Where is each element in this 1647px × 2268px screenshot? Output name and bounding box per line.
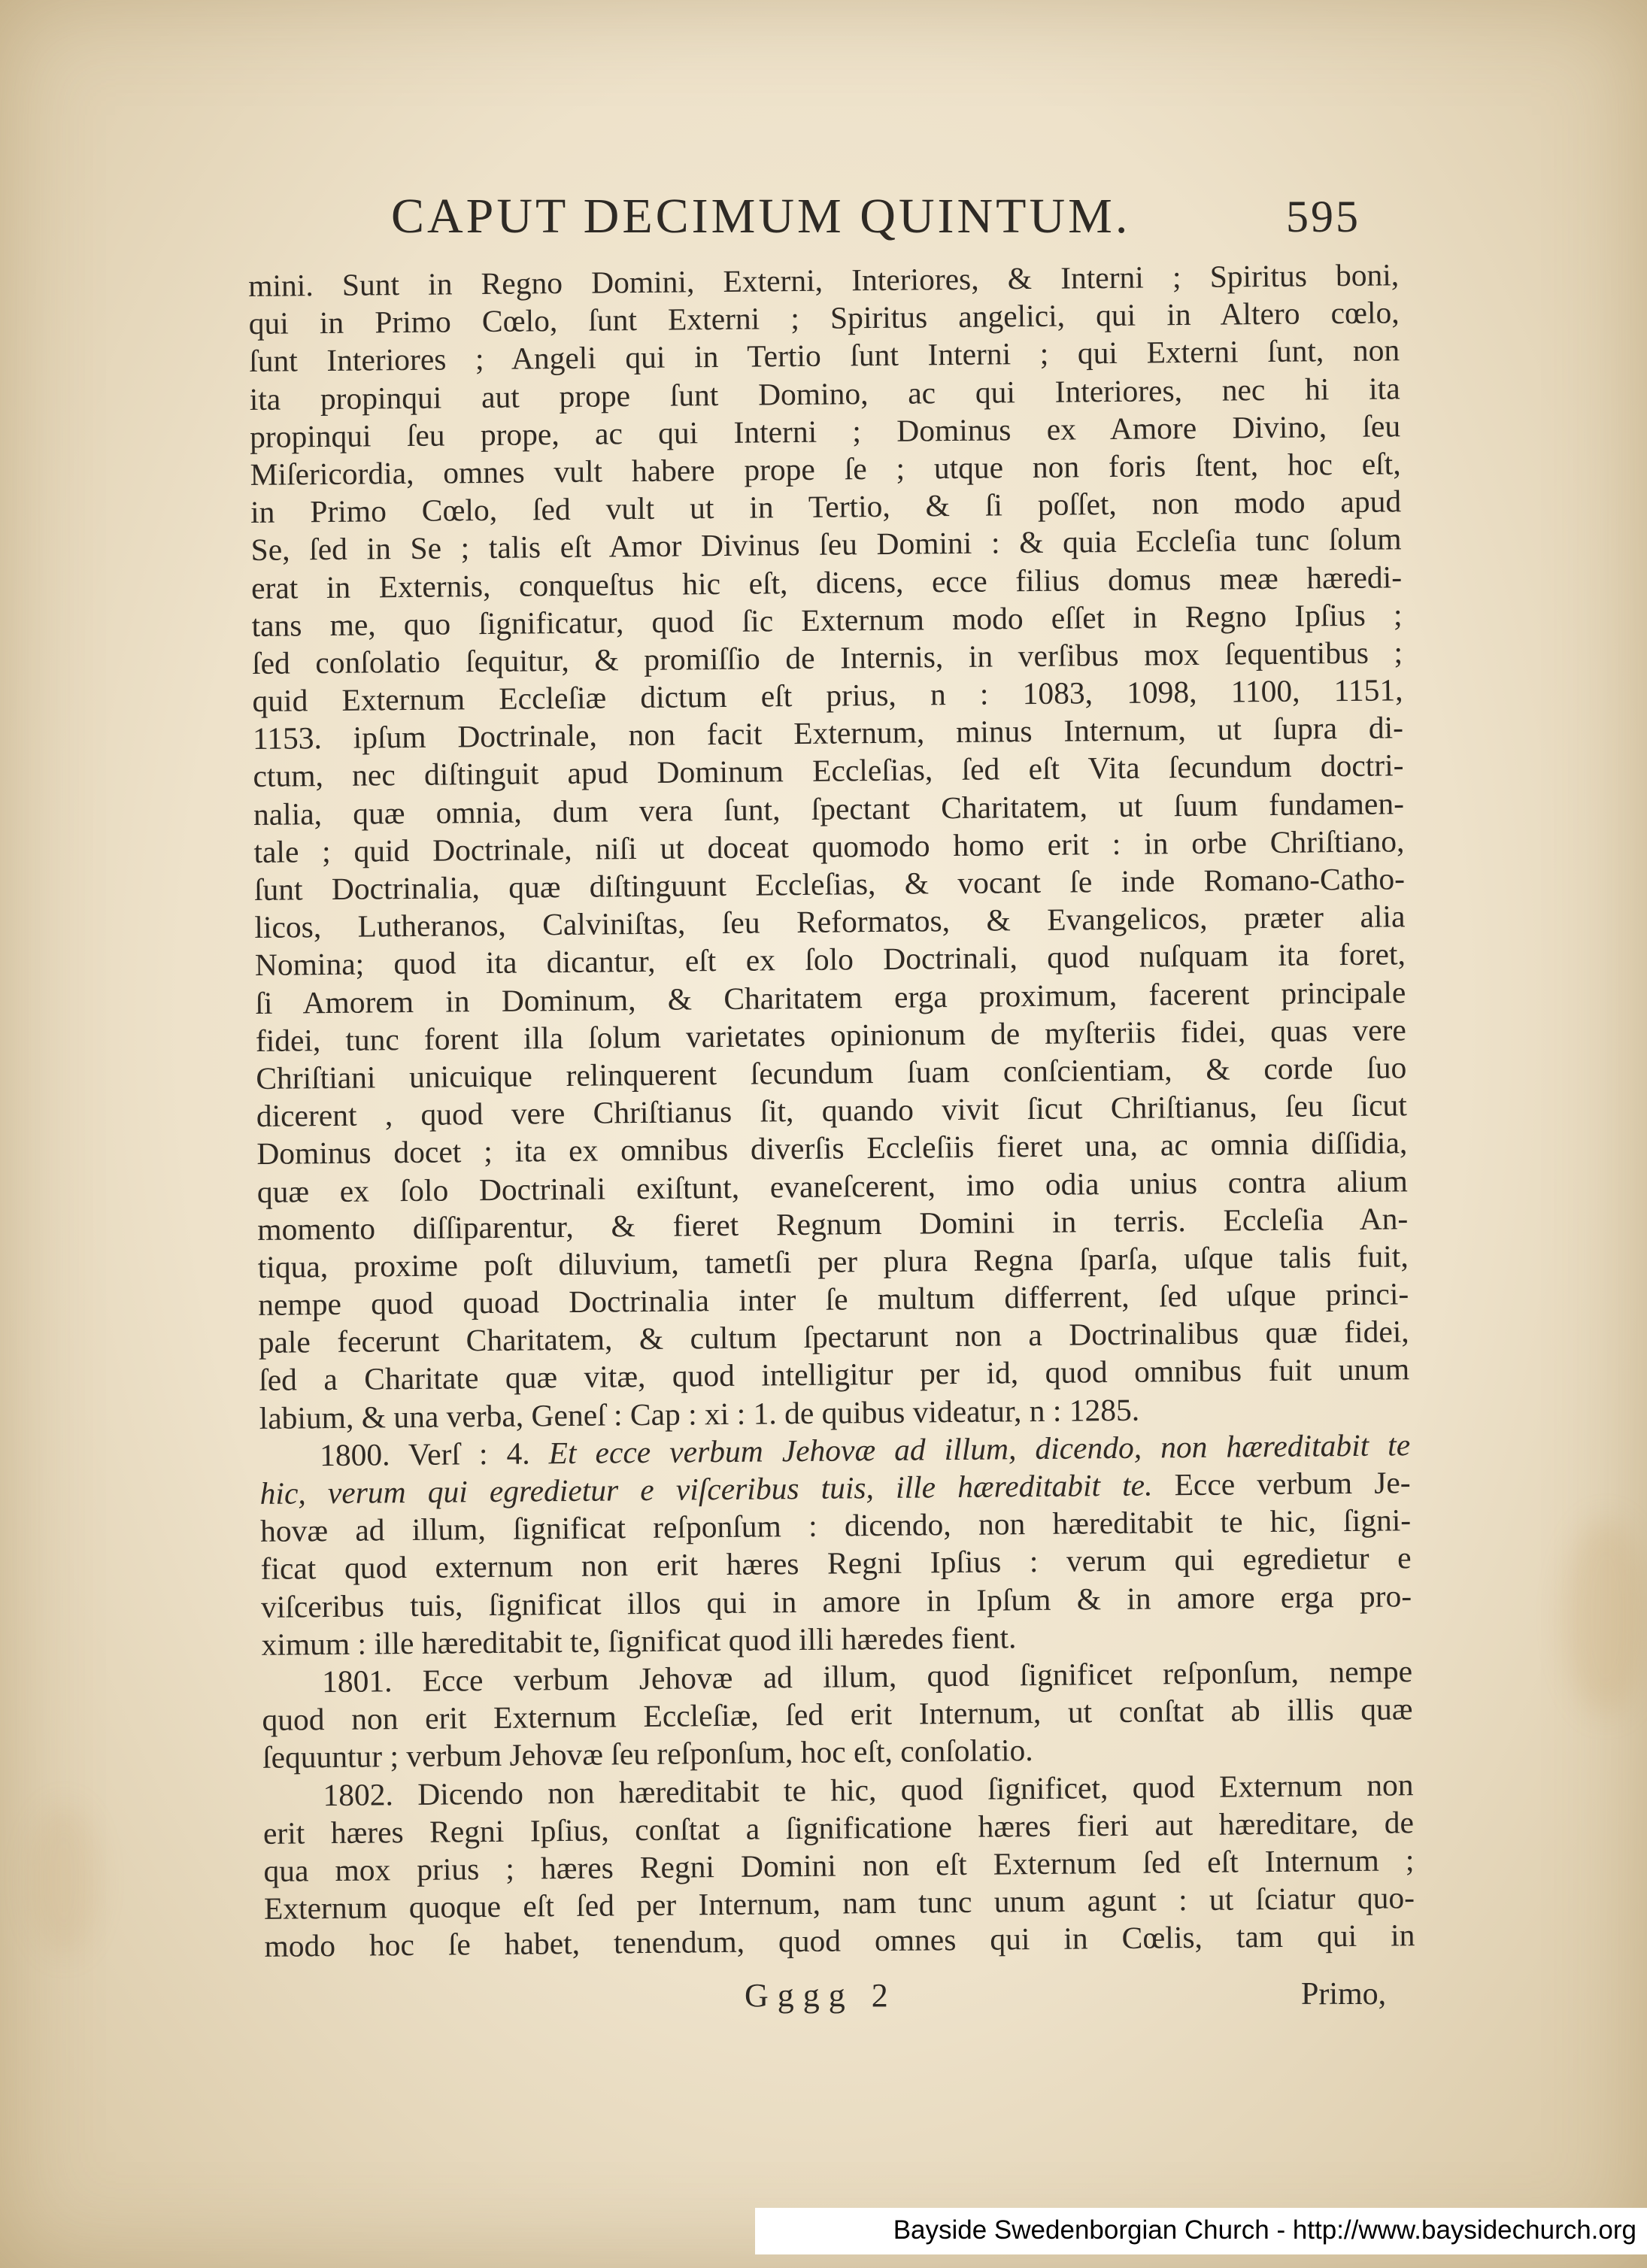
- catchword: Primo,: [1301, 1977, 1387, 2012]
- text-line: erat in Externis, conqueſtus hic eſt, dicens, ecce filius domus meæ hæredi-: [250, 559, 1403, 605]
- text-line: momento diſſiparentur, & fieret Regnum Domini in terris. Eccleſia An-: [257, 1200, 1409, 1247]
- text-line: mini. Sunt in Regno Domini, Externi, Interiores, & Interni ; Spiritus boni,: [248, 257, 1400, 303]
- italic-quotation: Et ecce verbum Jehovæ ad illum, dicendo, non hæreditabit te: [548, 1427, 1411, 1471]
- paper-stain: [30, 1805, 98, 1955]
- paragraph-1800: [259, 1426, 1412, 1663]
- text-line: hovæ ad illum, ſignificat reſponſum : dicendo, non hæreditabit te hic, ſigni-: [259, 1502, 1412, 1549]
- text-line: 1153. ipſum Doctrinale, non facit Externum, minus Internum, ut ſupra di-: [252, 710, 1404, 757]
- text-line: ita propinqui aut prope ſunt Domino, ac qui Interiores, nec hi ita: [249, 370, 1400, 417]
- text-line: qui in Primo Cœlo, ſunt Externi ; Spiritus angelici, qui in Altero cœlo,: [248, 295, 1400, 341]
- credit-text: Bayside Swedenborgian Church - http://www.baysidechurch.org: [893, 2215, 1636, 2245]
- text-line: nempe quod quoad Doctrinalia inter ſe multum differrent, ſed uſque princi-: [258, 1276, 1409, 1322]
- text-line: nalia, quæ omnia, dum vera ſunt, ſpectant Charitatem, ut ſuum fundamen-: [253, 785, 1405, 832]
- text-line: Chriſtiani unicuique relinquerent ſecundum ſuam conſcientiam, & corde ſuo: [256, 1050, 1407, 1096]
- text-line: qua mox prius ; hæres Regni Domini non eſt Externum ſed eſt Internum ;: [263, 1842, 1415, 1888]
- page-footer: [745, 1976, 1421, 2021]
- text-line: labium, & una verba, Geneſ : Cap : xi : 1. de quibus videatur, n : 1285.: [259, 1392, 1140, 1436]
- text-line: in Primo Cœlo, ſed vult ut in Tertio, & ſi poſſet, non modo apud: [250, 484, 1402, 530]
- text-line: quod non erit Externum Eccleſiæ, ſed erit Internum, ut conſtat ab illis quæ: [262, 1691, 1413, 1738]
- text-line: modo hoc ſe habet, tenendum, quod omnes qui in Cœlis, tam qui in: [264, 1918, 1415, 1964]
- text-fragment: Ecce verbum Je-: [1174, 1465, 1411, 1502]
- text-line: tans me, quo ſignificatur, quod ſic Externum modo eſſet in Regno Ipſius ;: [251, 596, 1403, 643]
- text-line: tiqua, proxime poſt diluvium, tametſi per plura Regna ſparſa, uſque talis fuit,: [257, 1239, 1409, 1284]
- text-line: ctum, nec diſtinguit apud Dominum Eccleſias, ſed eſt Vita ſecundum doctri-: [253, 747, 1404, 794]
- text-line: Se, ſed in Se ; talis eſt Amor Divinus ſeu Domini : & quia Eccleſia tunc ſolum: [250, 521, 1402, 568]
- paragraph-1802: [262, 1766, 1415, 1966]
- text-line: ſi Amorem in Dominum, & Charitatem erga proximum, facerent principale: [255, 974, 1406, 1020]
- text-line: propinqui ſeu prope, ac qui Interni ; Dominus ex Amore Divino, ſeu: [249, 408, 1401, 454]
- running-head: [391, 188, 1369, 248]
- text-line: fidei, tunc forent illa ſolum varietates opinionum de myſteriis fidei, quas vere: [255, 1012, 1407, 1058]
- text-line: dicerent , quod vere Chriſtianus ſit, quando vivit ſicut Chriſtianus, ſeu ſicut: [256, 1087, 1407, 1134]
- text-line: Nomina; quod ita dicantur, eſt ex ſolo Doctrinali, quod nuſquam ita foret,: [254, 936, 1406, 983]
- page-number: 595: [1286, 192, 1360, 241]
- italic-quotation: hic, verum qui egredietur e viſceribus tuis, ille hæreditabit te.: [259, 1467, 1153, 1511]
- text-line: Dominus docet ; ita ex omnibus diverſis Eccleſiis fieret una, ac omnia diſſidia,: [256, 1125, 1408, 1172]
- verse-reference: 1800. Verſ : 4.: [319, 1436, 530, 1472]
- main-paragraph: [248, 256, 1410, 1436]
- text-block: [248, 256, 1415, 1965]
- text-line: viſceribus tuis, ſignificat illos qui in amore in Ipſum & in amore erga pro-: [260, 1578, 1412, 1624]
- text-line: licos, Lutheranos, Calviniſtas, ſeu Reformatos, & Evangelicos, præter alia: [254, 899, 1406, 945]
- text-line: pale fecerunt Charitatem, & cultum ſpectarunt non a Doctrinalibus quæ fidei,: [258, 1314, 1409, 1360]
- text-line: ſed conſolatio ſequitur, & promiſſio de Internis, in verſibus mox ſequentibus ;: [251, 635, 1403, 681]
- text-line: Externum quoque eſt ſed per Internum, nam tunc unum agunt : ut ſciatur quo-: [263, 1880, 1415, 1926]
- text-line: ficat quod externum non erit hæres Regni Ipſius : verum qui egredietur e: [260, 1540, 1412, 1587]
- text-line: tale ; quid Doctrinale, niſi ut doceat quomodo homo erit : in orbe Chriſtiano,: [253, 823, 1405, 869]
- text-line: 1801. Ecce verbum Jehovæ ad illum, quod ſignificet reſponſum, nempe: [321, 1654, 1413, 1699]
- text-line: ſunt Doctrinalia, quæ diſtinguunt Eccleſias, & vocant ſe inde Romano-Catho-: [253, 861, 1406, 907]
- text-line: quid Externum Eccleſiæ dictum eſt prius, n : 1083, 1098, 1100, 1151,: [252, 672, 1403, 719]
- text-line: 1802. Dicendo non hæreditabit te hic, quod ſignificet, quod Externum non: [323, 1766, 1414, 1812]
- text-line: ſequuntur ; verbum Jehovæ ſeu reſponſum, hoc eſt, conſolatio.: [262, 1733, 1033, 1775]
- paragraph-1801: [262, 1652, 1413, 1776]
- signature-mark: Gggg 2: [745, 1977, 897, 2014]
- text-line: Miſericordia, omnes vult habere prope ſe ; utque non foris ſtent, hoc eſt,: [250, 446, 1401, 492]
- text-line: quæ ex ſolo Doctrinali exiſtunt, evaneſcerent, imo odia unius contra alium: [256, 1163, 1408, 1209]
- text-line: erit hæres Regni Ipſius, conſtat a ſignificatione hæres fieri aut hæreditare, de: [262, 1804, 1415, 1851]
- running-title: CAPUT DECIMUM QUINTUM.: [391, 189, 1131, 244]
- text-line: ſed a Charitate quæ vitæ, quod intelligitur per id, quod omnibus fuit unum: [258, 1351, 1410, 1398]
- text-line: ximum : ille hæreditabit te, ſignificat quod illi hæredes fient.: [261, 1620, 1017, 1662]
- text-line: ſunt Interiores ; Angeli qui in Tertio ſunt Interni ; qui Externi ſunt, non: [248, 332, 1400, 379]
- paper-stain: [1564, 1519, 1647, 1715]
- paragraph-1800-rest: [260, 1501, 1412, 1663]
- credit-banner: [755, 2208, 1647, 2254]
